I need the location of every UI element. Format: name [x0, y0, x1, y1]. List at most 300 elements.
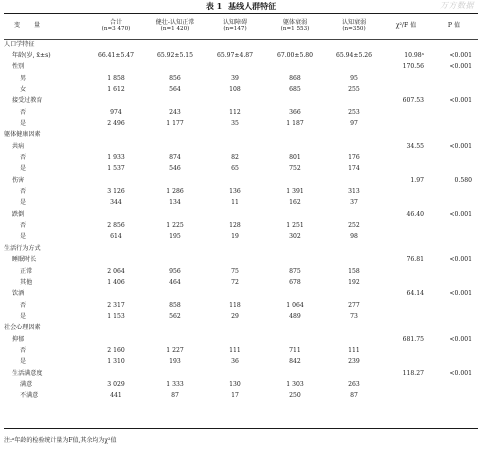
- table-cell: 562: [169, 312, 181, 320]
- table-cell: [206, 39, 264, 50]
- row-label: 年龄(岁, x̄±s): [12, 51, 51, 59]
- table-cell: [206, 255, 264, 266]
- table-cell: 1 064: [286, 301, 304, 309]
- table-cell: 73: [350, 312, 358, 320]
- row-label: 生活满意度: [12, 369, 43, 377]
- table-cell: 366: [289, 108, 301, 116]
- column-header-cognitive-impairment: [206, 14, 264, 39]
- row-label: 睡眠时长: [12, 256, 37, 264]
- table-cell: [88, 39, 144, 50]
- table-cell: 2 317: [107, 301, 125, 309]
- column-name: 合计: [109, 19, 123, 27]
- column-header-total: [88, 14, 144, 39]
- table-cell: 252: [348, 222, 360, 230]
- table-cell: [264, 255, 326, 266]
- table-row: [4, 345, 478, 356]
- table-row: [4, 118, 478, 129]
- table-cell: 277: [348, 301, 360, 309]
- table-row: [4, 357, 478, 368]
- table-cell: 11: [231, 199, 239, 207]
- table-cell: [264, 368, 326, 379]
- table-cell: [206, 141, 264, 152]
- table-cell: 1 391: [286, 188, 304, 196]
- statistic-cell: [382, 118, 430, 129]
- table-row: [4, 107, 478, 118]
- table-cell: 564: [169, 86, 181, 93]
- table-cell: 176: [348, 154, 360, 162]
- statistic-cell: [382, 266, 430, 277]
- table-cell: 255: [348, 86, 360, 93]
- p-value-cell: [430, 277, 478, 288]
- row-label: 是: [20, 358, 27, 366]
- column-n: (n=350): [342, 26, 366, 33]
- table-cell: 108: [229, 86, 241, 93]
- table-cell: 17: [231, 392, 239, 400]
- table-cell: 1 153: [107, 312, 125, 320]
- table-cell: 239: [348, 358, 360, 366]
- table-cell: 685: [289, 86, 301, 93]
- table-cell: [88, 130, 144, 141]
- table-cell: 65.97±4.87: [216, 51, 254, 59]
- table-cell: 678: [289, 278, 301, 286]
- table-cell: 174: [348, 165, 360, 173]
- p-value-cell: [430, 198, 478, 209]
- statistic-cell: 64.14: [406, 290, 424, 298]
- table-cell: 614: [110, 233, 122, 241]
- statistic-cell: [382, 357, 430, 368]
- table-cell: 711: [289, 346, 301, 354]
- statistic-cell: 1.97: [410, 176, 424, 184]
- table-cell: 842: [289, 358, 301, 366]
- p-value-cell: <0.001: [449, 63, 472, 71]
- column-header-statistic: χ²/F 值: [395, 22, 417, 30]
- table-cell: [326, 368, 382, 379]
- table-cell: 1 406: [107, 278, 125, 286]
- p-value-cell: [430, 311, 478, 322]
- table-cell: 1 612: [107, 86, 125, 93]
- p-value-cell: <0.001: [449, 142, 472, 150]
- table-cell: [264, 289, 326, 300]
- table-cell: 35: [231, 120, 239, 128]
- row-label: 躯体健康因素: [4, 131, 41, 139]
- row-label: 女: [20, 86, 27, 93]
- table-cell: 98: [350, 233, 358, 241]
- table-cell: 195: [169, 233, 181, 241]
- table-cell: 1 933: [107, 154, 125, 162]
- table-cell: [326, 141, 382, 152]
- row-label: 社会心理因素: [4, 324, 41, 332]
- row-label: 满意: [20, 380, 33, 388]
- table-cell: 67.00±5.80: [276, 51, 314, 59]
- table-cell: [264, 62, 326, 73]
- table-cell: 3 029: [107, 380, 125, 388]
- row-label: 是: [20, 199, 27, 207]
- table-cell: 130: [229, 380, 241, 388]
- variable-header: 变 量: [14, 22, 47, 30]
- table-cell: [206, 243, 264, 254]
- table-cell: 489: [289, 312, 301, 320]
- statistic-cell: [382, 152, 430, 163]
- statistic-cell: [382, 186, 430, 197]
- table-cell: [88, 323, 144, 334]
- p-value-cell: [430, 107, 478, 118]
- table-cell: [326, 62, 382, 73]
- p-value-cell: [430, 243, 478, 254]
- table-cell: [206, 323, 264, 334]
- table-cell: [326, 334, 382, 345]
- table-cell: 39: [231, 74, 239, 82]
- table-row: [4, 255, 478, 266]
- table-cell: [144, 96, 206, 107]
- row-label: 人口学特征: [4, 40, 35, 48]
- table-cell: [88, 289, 144, 300]
- p-value-cell: [430, 300, 478, 311]
- table-cell: 344: [110, 199, 122, 207]
- table-cell: [144, 141, 206, 152]
- table-cell: 253: [348, 108, 360, 116]
- row-label: 伤害: [12, 176, 25, 184]
- table-cell: 37: [350, 199, 358, 207]
- table-cell: 1 333: [166, 380, 184, 388]
- table-cell: 111: [348, 346, 360, 354]
- p-value-cell: <0.001: [449, 256, 472, 264]
- p-value-cell: [430, 118, 478, 129]
- table-cell: 956: [169, 267, 181, 275]
- table-row: [4, 334, 478, 345]
- table-cell: 72: [231, 278, 239, 286]
- table-cell: 75: [231, 267, 239, 275]
- table-row: [4, 175, 478, 186]
- table-cell: 313: [348, 188, 360, 196]
- table-cell: 162: [289, 199, 301, 207]
- statistic-cell: [382, 345, 430, 356]
- table-cell: 441: [110, 392, 122, 400]
- table-cell: [326, 255, 382, 266]
- statistic-cell: [382, 300, 430, 311]
- table-cell: 858: [169, 301, 181, 309]
- table-row: [4, 323, 478, 334]
- table-cell: 1 286: [166, 188, 184, 196]
- statistic-cell: [382, 84, 430, 95]
- table-cell: 2 064: [107, 267, 125, 275]
- column-header-robust: [144, 14, 206, 39]
- p-value-cell: <0.001: [449, 97, 472, 105]
- table-cell: 66.41±5.47: [97, 51, 135, 59]
- table-number: 表 1: [205, 1, 223, 11]
- table-cell: [326, 96, 382, 107]
- table-cell: 87: [171, 392, 179, 400]
- p-value-cell: [430, 164, 478, 175]
- table-cell: 1 537: [107, 165, 125, 173]
- table-cell: [326, 130, 382, 141]
- table-cell: [206, 334, 264, 345]
- table-cell: [88, 209, 144, 220]
- table-cell: [144, 289, 206, 300]
- p-value-cell: [430, 266, 478, 277]
- table-cell: 87: [350, 392, 358, 400]
- column-name: 健壮-认知正常: [155, 19, 195, 27]
- statistic-cell: [382, 379, 430, 390]
- table-cell: 801: [289, 154, 301, 162]
- table-cell: [264, 96, 326, 107]
- table-cell: 546: [169, 165, 181, 173]
- table-row: [4, 209, 478, 220]
- table-cell: 1 227: [166, 346, 184, 354]
- table-cell: 2 160: [107, 346, 125, 354]
- table-cell: 65: [231, 165, 239, 173]
- table-cell: 36: [231, 358, 239, 366]
- statistic-cell: [382, 232, 430, 243]
- row-label: 否: [20, 301, 27, 309]
- table-cell: 1 177: [166, 120, 184, 128]
- column-n: (n=3 470): [101, 26, 131, 33]
- table-row: [4, 73, 478, 84]
- table-cell: 1 187: [286, 120, 304, 128]
- table-cell: 112: [229, 108, 241, 116]
- table-cell: [144, 368, 206, 379]
- watermark: 万方数据: [440, 1, 474, 10]
- table-row: [4, 277, 478, 288]
- table-cell: [326, 209, 382, 220]
- statistic-cell: [382, 391, 430, 402]
- table-row: [4, 368, 478, 379]
- p-value-cell: <0.001: [449, 210, 472, 218]
- p-value-cell: [430, 73, 478, 84]
- statistic-cell: [382, 323, 430, 334]
- table-cell: 464: [169, 278, 181, 286]
- table-row: [4, 311, 478, 322]
- row-label: 跌倒: [12, 210, 25, 218]
- table-caption: [0, 2, 482, 10]
- table-cell: 2 496: [107, 120, 125, 128]
- table-cell: [88, 334, 144, 345]
- table-cell: 856: [169, 74, 181, 82]
- table-cell: [264, 323, 326, 334]
- table-cell: 2 856: [107, 222, 125, 230]
- table-row: [4, 50, 478, 61]
- table-cell: 243: [169, 108, 181, 116]
- column-name: 躯体衰弱: [282, 19, 308, 27]
- statistic-cell: [382, 39, 430, 50]
- table-row: [4, 186, 478, 197]
- row-label: 否: [20, 108, 27, 116]
- table-cell: 65.92±5.15: [156, 51, 194, 59]
- table-cell: [264, 141, 326, 152]
- table-cell: [206, 209, 264, 220]
- table-row: [4, 62, 478, 73]
- table-cell: 974: [110, 108, 122, 116]
- table-cell: 1 225: [166, 222, 184, 230]
- table-note: 注:ᵃ年龄的检验统计量为F值,其余均为χ²值: [4, 437, 117, 444]
- table-cell: [144, 323, 206, 334]
- table-cell: 118: [229, 301, 241, 309]
- table-cell: [326, 243, 382, 254]
- table-cell: [144, 334, 206, 345]
- table-cell: 875: [289, 267, 301, 275]
- row-label: 饮酒: [12, 290, 25, 298]
- row-label: 其他: [20, 278, 33, 286]
- table-row: [4, 141, 478, 152]
- table-row: [4, 300, 478, 311]
- table-cell: [88, 175, 144, 186]
- row-label: 否: [20, 222, 27, 230]
- table-cell: [326, 175, 382, 186]
- table-cell: [326, 39, 382, 50]
- table-cell: 250: [289, 392, 301, 400]
- table-cell: 1 251: [286, 222, 304, 230]
- p-value-cell: <0.001: [449, 51, 472, 59]
- column-header-cognitive-frailty: [326, 14, 382, 39]
- table-cell: 136: [229, 188, 241, 196]
- row-label: 抑郁: [12, 335, 25, 343]
- table-cell: [206, 289, 264, 300]
- table-cell: 65.94±5.26: [335, 51, 373, 59]
- table-cell: [326, 289, 382, 300]
- p-value-cell: [430, 323, 478, 334]
- table-cell: [88, 141, 144, 152]
- table-cell: 874: [169, 154, 181, 162]
- table-cell: [264, 243, 326, 254]
- statistic-cell: [382, 277, 430, 288]
- table-cell: [206, 96, 264, 107]
- table-row: [4, 221, 478, 232]
- row-label: 生活行为方式: [4, 244, 41, 252]
- table-cell: [206, 62, 264, 73]
- table-cell: 97: [350, 120, 358, 128]
- statistic-cell: [382, 221, 430, 232]
- statistic-cell: 10.98ᵃ: [404, 51, 424, 59]
- table-cell: 752: [289, 165, 301, 173]
- table-cell: 134: [169, 199, 181, 207]
- table-row: [4, 266, 478, 277]
- table-row: [4, 130, 478, 141]
- table-row: [4, 84, 478, 95]
- column-header-physical-frailty: [264, 14, 326, 39]
- table-cell: [88, 62, 144, 73]
- p-value-cell: <0.001: [449, 335, 472, 343]
- table-cell: [264, 334, 326, 345]
- header-row: [4, 14, 478, 39]
- p-value-cell: [430, 379, 478, 390]
- table-cell: 95: [350, 74, 358, 82]
- table-cell: [206, 130, 264, 141]
- column-header-p-value: P 值: [447, 22, 461, 30]
- statistic-cell: 607.53: [402, 97, 424, 105]
- table-cell: 82: [231, 154, 239, 162]
- p-value-cell: [430, 152, 478, 163]
- statistic-cell: 681.75: [402, 335, 424, 343]
- row-label: 接受过教育: [12, 97, 43, 105]
- table-cell: [206, 368, 264, 379]
- table-cell: [264, 209, 326, 220]
- table-cell: [88, 368, 144, 379]
- row-label: 正常: [20, 267, 33, 275]
- column-name: 认知障碍: [222, 19, 248, 27]
- table-cell: 19: [231, 233, 239, 241]
- statistic-cell: [382, 198, 430, 209]
- statistic-cell: 76.81: [406, 256, 424, 264]
- column-n: (n=1 420): [160, 26, 190, 33]
- table-cell: [326, 323, 382, 334]
- table-cell: [206, 175, 264, 186]
- p-value-cell: <0.001: [449, 369, 472, 377]
- row-label: 共病: [12, 142, 25, 150]
- baseline-characteristics-table: [4, 14, 478, 402]
- p-value-cell: [430, 232, 478, 243]
- table-row: [4, 289, 478, 300]
- p-value-cell: <0.001: [449, 290, 472, 298]
- statistic-cell: [382, 243, 430, 254]
- row-label: 男: [20, 74, 27, 82]
- row-label: 不满意: [20, 392, 39, 400]
- table-row: [4, 391, 478, 402]
- table-row: [4, 152, 478, 163]
- table-row: [4, 379, 478, 390]
- table-cell: [144, 255, 206, 266]
- table-row: [4, 96, 478, 107]
- p-value-cell: [430, 130, 478, 141]
- statistic-cell: [382, 164, 430, 175]
- statistic-cell: [382, 311, 430, 322]
- table-cell: [144, 209, 206, 220]
- p-value-cell: [430, 345, 478, 356]
- p-value-cell: [430, 221, 478, 232]
- statistic-cell: 170.56: [402, 63, 424, 71]
- table-cell: 111: [229, 346, 241, 354]
- row-label: 是: [20, 120, 27, 128]
- table-cell: 1 303: [286, 380, 304, 388]
- table-cell: 868: [289, 74, 301, 82]
- table-cell: 29: [231, 312, 239, 320]
- row-label: 否: [20, 188, 27, 196]
- p-value-cell: [430, 186, 478, 197]
- table-cell: [88, 96, 144, 107]
- table-cell: [144, 62, 206, 73]
- table-cell: 302: [289, 233, 301, 241]
- table-cell: [144, 175, 206, 186]
- table-row: [4, 243, 478, 254]
- p-value-cell: [430, 84, 478, 95]
- row-label: 否: [20, 154, 27, 162]
- table-row: [4, 232, 478, 243]
- column-name: 认知衰弱: [341, 19, 367, 27]
- row-label: 是: [20, 312, 27, 320]
- column-n: (n=147): [223, 26, 247, 33]
- table-cell: 193: [169, 358, 181, 366]
- bottom-rule: [4, 428, 478, 429]
- table-cell: [88, 255, 144, 266]
- table-cell: 192: [348, 278, 360, 286]
- table-cell: [264, 130, 326, 141]
- statistic-cell: 46.40: [406, 210, 424, 218]
- row-label: 是: [20, 165, 27, 173]
- column-n: (n=1 553): [280, 26, 310, 33]
- table-cell: 1 858: [107, 74, 125, 82]
- row-label: 否: [20, 346, 27, 354]
- table-cell: 128: [229, 222, 241, 230]
- p-value-cell: [430, 39, 478, 50]
- p-value-cell: 0.580: [454, 176, 472, 184]
- table-cell: 3 126: [107, 188, 125, 196]
- row-label: 是: [20, 233, 27, 241]
- table-row: [4, 164, 478, 175]
- table-cell: [264, 39, 326, 50]
- table-cell: 1 310: [107, 358, 125, 366]
- table-cell: 263: [348, 380, 360, 388]
- table-row: [4, 198, 478, 209]
- p-value-cell: [430, 357, 478, 368]
- statistic-cell: [382, 107, 430, 118]
